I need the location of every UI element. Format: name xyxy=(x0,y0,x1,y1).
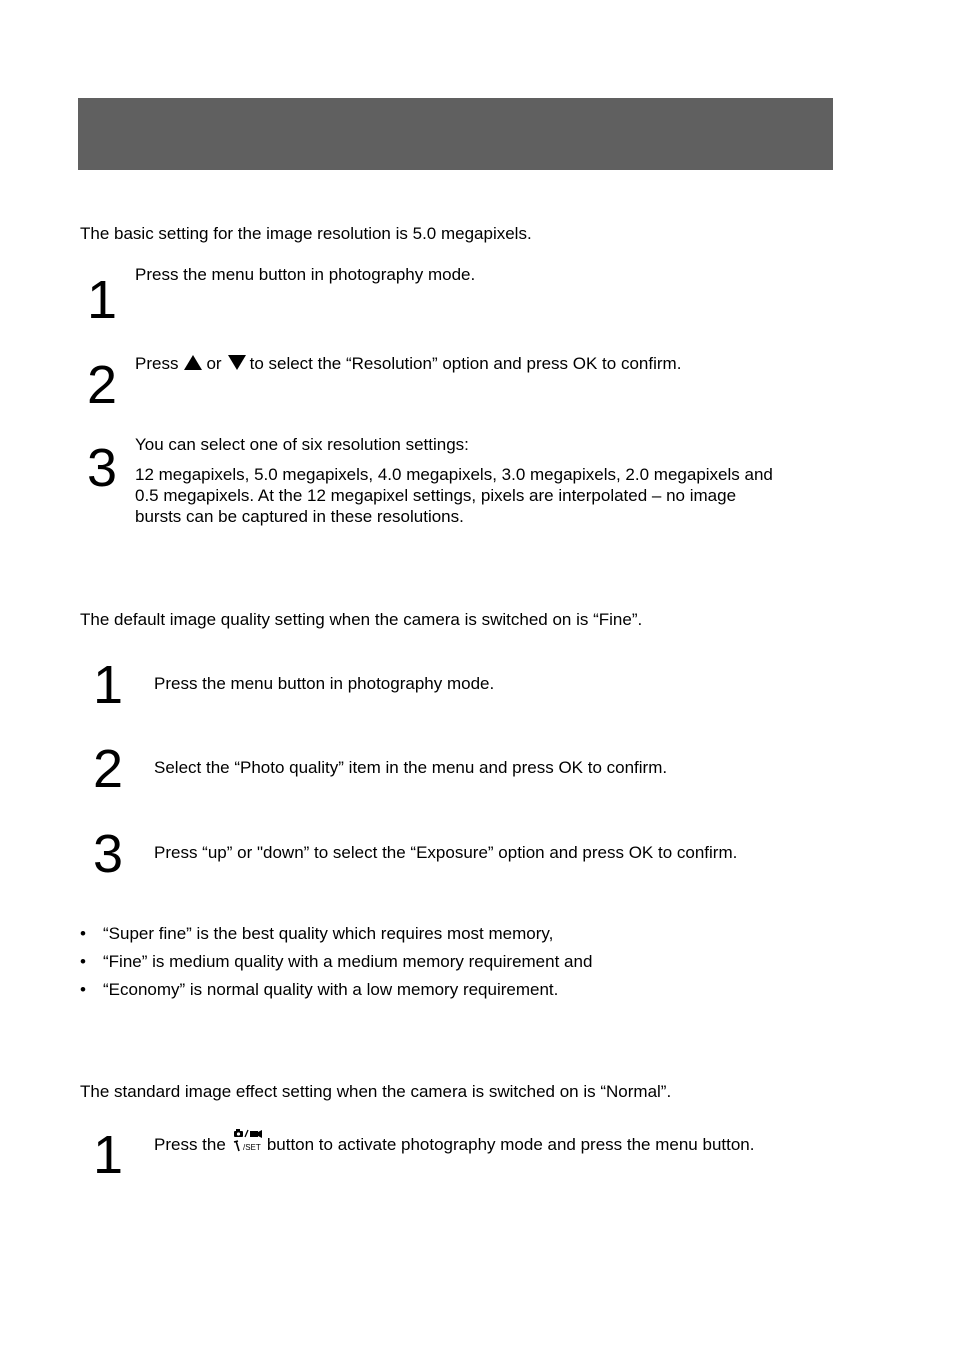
step-text xyxy=(154,1129,754,1155)
step-text-before: Press the xyxy=(154,1135,226,1154)
list-item: • “Economy” is normal quality with a low memory requirement. xyxy=(80,978,592,1006)
step-text-after: button to activate photography mode and press the menu button. xyxy=(266,1135,755,1154)
step-text-line: 0.5 megapixels. At the 12 megapixel settings, pixels are interpolated – no image xyxy=(135,486,737,505)
down-arrow-icon xyxy=(228,355,246,370)
resolution-intro: The basic setting for the image resolution is 5.0 megapixels. xyxy=(80,224,532,243)
quality-bullet-list xyxy=(80,922,592,1006)
step-text-before: Press xyxy=(135,354,179,373)
step-number: 3 xyxy=(87,438,118,498)
header-bar xyxy=(78,98,833,170)
quality-intro: The default image quality setting when the camera is switched on is “Fine”. xyxy=(80,610,643,629)
step-text-after: to select the “Resolution” option and press OK to confirm. xyxy=(249,354,682,373)
step-text: Press “up” or "down” to select the “Exposure” option and press OK to confirm. xyxy=(154,843,738,862)
camera-set-button-icon xyxy=(232,1129,264,1153)
step-number: 2 xyxy=(87,355,118,415)
step-number: 3 xyxy=(93,824,124,884)
step-text-line: bursts can be captured in these resolutions. xyxy=(135,507,464,526)
effect-intro: The standard image effect setting when the camera is switched on is “Normal”. xyxy=(80,1082,672,1101)
step-text xyxy=(135,353,681,374)
step-text-line: You can select one of six resolution settings: xyxy=(135,435,469,454)
up-arrow-icon xyxy=(184,355,202,370)
step-text: Select the “Photo quality” item in the menu and press OK to confirm. xyxy=(154,758,668,777)
list-item: • “Super fine” is the best quality which requires most memory, xyxy=(80,922,592,950)
step-text-or: or xyxy=(206,354,222,373)
step-number: 1 xyxy=(87,270,118,330)
step-text: Press the menu button in photography mode. xyxy=(154,674,495,693)
step-number: 1 xyxy=(93,1125,124,1185)
step-text-line: 12 megapixels, 5.0 megapixels, 4.0 megapixels, 3.0 megapixels, 2.0 megapixels and xyxy=(135,465,773,484)
svg-text:/SET: /SET xyxy=(242,1143,261,1152)
step-number: 2 xyxy=(93,739,124,799)
list-item: • “Fine” is medium quality with a medium memory requirement and xyxy=(80,950,592,978)
step-text: Press the menu button in photography mode. xyxy=(135,265,476,284)
step-number: 1 xyxy=(93,655,124,715)
